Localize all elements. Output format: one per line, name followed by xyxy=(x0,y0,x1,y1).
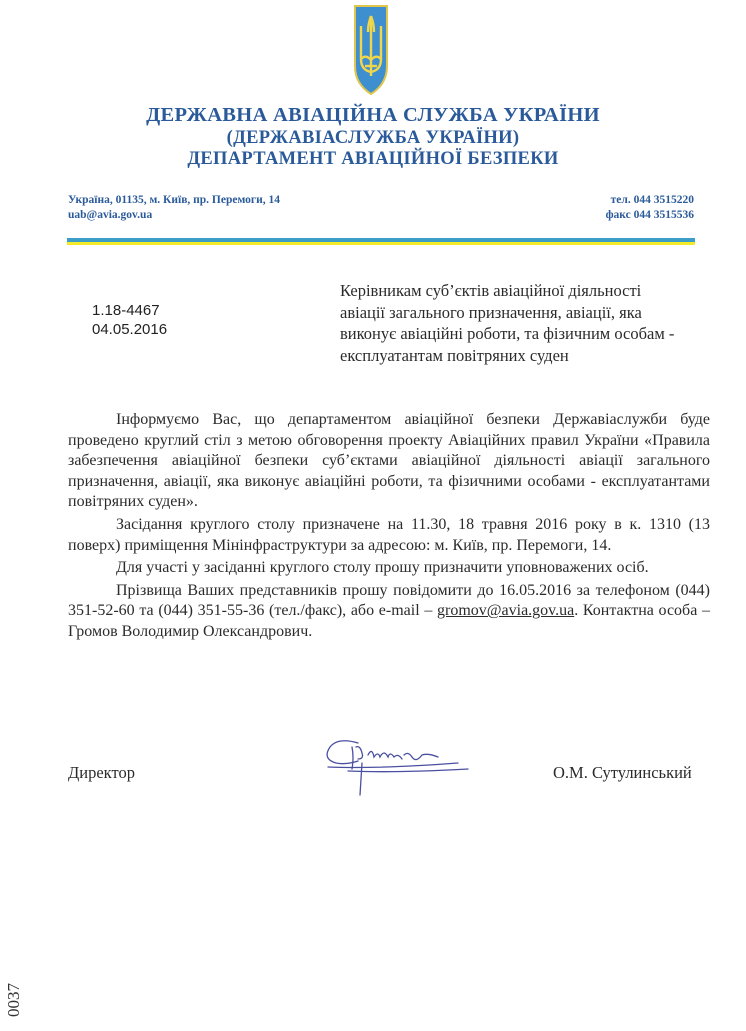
signatory-title: Директор xyxy=(68,763,135,782)
body-paragraph-contact xyxy=(68,581,710,643)
handwritten-signature xyxy=(318,733,478,799)
contact-person-text: . Контактна особа – Громов Володимир Олександрович. xyxy=(68,602,710,640)
contact-text: Прізвища Ваших представників прошу повідомити до 16.05.2016 за телефоном (044) 351-52-60 та (044) 351-55-36 (тел./факс), або e-mail – xyxy=(68,581,710,620)
stripe-yellow xyxy=(67,242,695,245)
coat-of-arms-icon xyxy=(353,4,389,96)
registration-date: 04.05.2016 xyxy=(92,321,168,338)
addressee-line: Керівникам суб’єктів авіаційної діяльності xyxy=(340,281,642,300)
signatory-name: О.М. Сутулинський xyxy=(553,763,692,782)
national-color-stripe xyxy=(67,238,695,245)
addressee xyxy=(340,280,720,366)
address: Україна, 01135, м. Київ, пр. Перемоги, 14 xyxy=(68,194,281,206)
org-name: ДЕРЖАВНА АВІАЦІЙНА СЛУЖБА УКРАЇНИ xyxy=(146,104,600,126)
addressee-line: авіації загального призначення, авіації, яка xyxy=(340,302,642,322)
page-code: 0037 xyxy=(4,983,23,1017)
contact-block-left xyxy=(68,193,280,223)
letter-body xyxy=(68,410,710,643)
body-paragraph: Засідання круглого столу призначене на 11.30, 18 травня 2016 року в к. 1310 (13 поверх) приміщення Мінінфраструктури за адресою: м. Київ, пр. Перемоги, 14. xyxy=(68,515,710,554)
body-paragraph: Для участі у засіданні круглого столу прошу призначити уповноважених осіб. xyxy=(116,559,649,577)
fax: факс 044 3515536 xyxy=(605,209,694,221)
body-paragraph: Інформуємо Вас, що департаментом авіаційної безпеки Державіаслужби буде проведено круглий стіл з метою обговорення проекту Авіаційних правил України «Правила забезпечення авіаційної безпеки суб’єктами авіаційної діяльності авіації загального призначення, авіації, яка виконує авіаційні роботи, та фізичними особами - експлуатантами повітряних суден». xyxy=(68,411,710,511)
addressee-line: виконує авіаційні роботи, та фізичним особам - xyxy=(340,324,675,343)
header-email: uab@avia.gov.ua xyxy=(68,209,153,221)
registration-number: 1.18-4467 xyxy=(92,302,160,319)
department-name: ДЕПАРТАМЕНТ АВІАЦІЙНОЇ БЕЗПЕКИ xyxy=(187,149,559,169)
contact-email-link[interactable]: gromov@avia.gov.ua xyxy=(437,602,575,620)
org-short-name: (ДЕРЖАВІАСЛУЖБА УКРАЇНИ) xyxy=(226,128,520,148)
contact-block-right xyxy=(606,193,694,223)
phone: тел. 044 3515220 xyxy=(610,194,694,206)
addressee-line: експлуатантам повітряних суден xyxy=(340,345,569,365)
